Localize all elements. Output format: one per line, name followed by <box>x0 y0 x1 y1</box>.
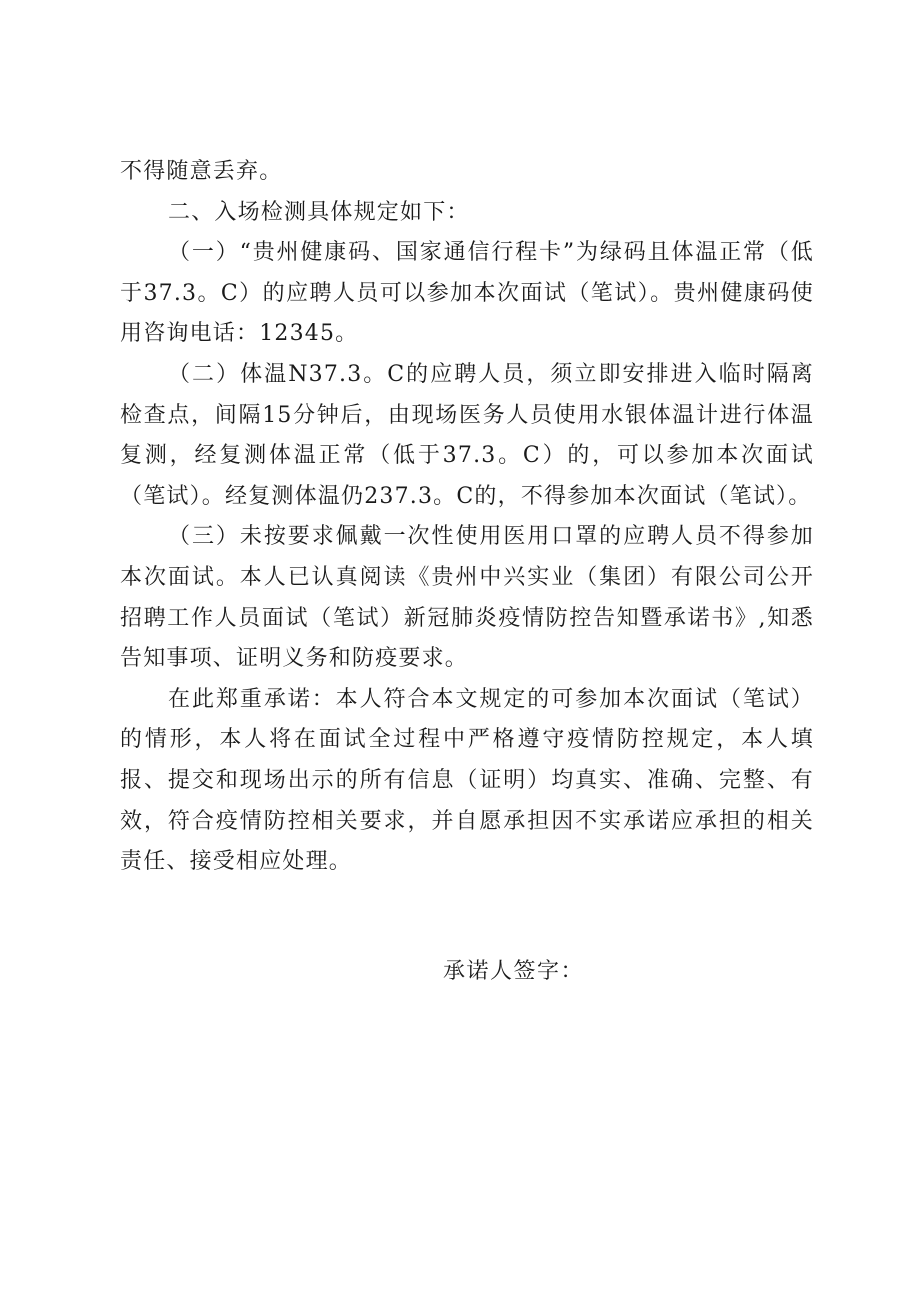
paragraph-section-heading: 二、入场检测具体规定如下： <box>168 199 470 225</box>
paragraph-rule-3: （三）未按要求佩戴一次性使用医用口罩的应聘人员不得参加本次面试。本人已认真阅读《贵州中兴实业（集团）有限公司公开招聘工作人员面试（笔试）新冠肺炎疫情防控告知暨承诺书》,知悉告知事项、证明义务和防疫要求。 <box>120 524 814 672</box>
document-body <box>120 152 814 883</box>
paragraph-rule-1: （一）“贵州健康码、国家通信行程卡”为绿码且体温正常（低于37.3。C）的应聘人员可以参加本次面试（笔试）。贵州健康码使用咨询电话：12345。 <box>120 240 814 347</box>
signature-label: 承诺人签字： <box>443 959 585 984</box>
paragraph-continuation: 不得随意丢弃。 <box>120 159 283 184</box>
paragraph-commitment: 在此郑重承诺：本人符合本文规定的可参加本次面试（笔试）的情形，本人将在面试全过程中严格遵守疫情防控规定，本人填报、提交和现场出示的所有信息（证明）均真实、准确、完整、有效，符合疫情防控相关要求，并自愿承担因不实承诺应承担的相关责任、接受相应处理。 <box>120 686 814 875</box>
paragraph-rule-2: （二）体温N37.3。C的应聘人员，须立即安排进入临时隔离检查点，间隔15分钟后，由现场医务人员使用水银体温计进行体温复测，经复测体温正常（低于37.3。C）的，可以参加本次面试（笔试）。经复测体温仍237.3。C的，不得参加本次面试（笔试）。 <box>120 361 814 509</box>
